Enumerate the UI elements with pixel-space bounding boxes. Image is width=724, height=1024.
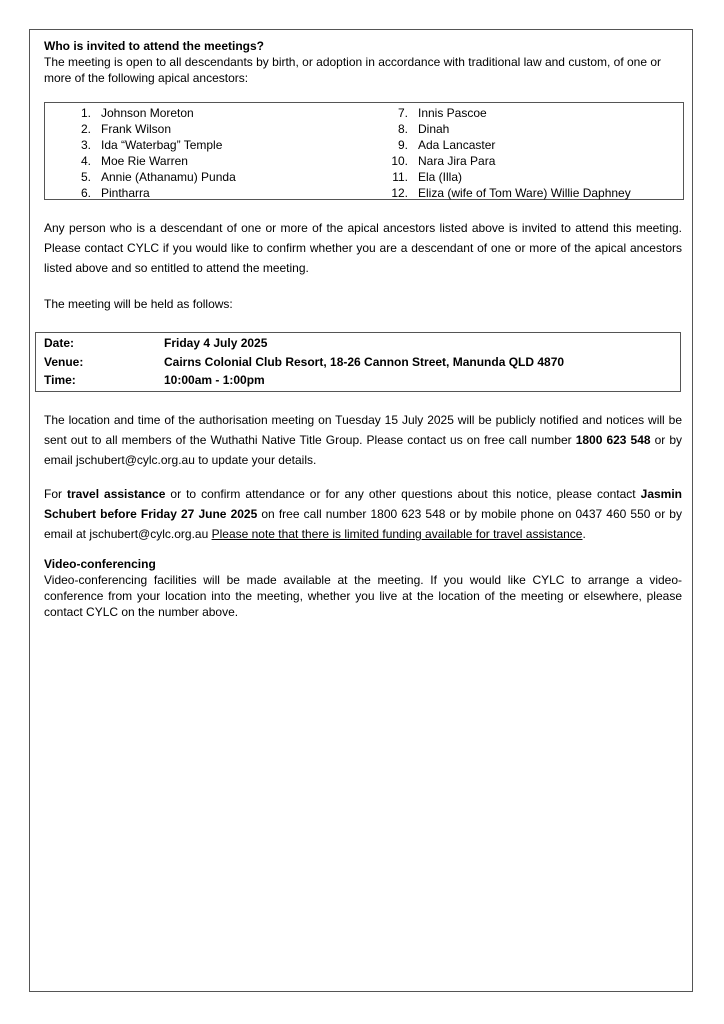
venue-value: Cairns Colonial Club Resort, 18-26 Cannon Street, Manunda QLD 4870 [164,355,565,369]
time-value: 10:00am - 1:00pm [164,373,265,387]
video-heading: Video-conferencing [44,557,156,571]
meeting-venue-row [44,353,564,371]
list-item: 11. Ela (Illa) [392,170,463,184]
time-label: Time: [44,373,76,387]
invite-text: The meeting is open to all descendants by birth, or adoption in accordance with traditional law and custom, of one or more of the following apical ancestors: [44,55,662,85]
invite-heading: Who is invited to attend the meetings? [44,39,265,53]
ancestors-column-right [382,105,631,201]
list-item: 3. Ida “Waterbag” Temple [80,138,223,152]
list-item: 4. Moe Rie Warren [80,154,188,168]
list-item: 12. Eliza (wife of Tom Ware) Willie Daphney [391,186,631,200]
list-item: 9. Ada Lancaster [397,138,496,152]
meeting-date-row [44,334,267,352]
date-label: Date: [44,336,75,350]
list-item: 2. Frank Wilson [80,122,172,136]
list-item: 5. Annie (Athanamu) Punda [80,170,236,184]
meeting-details-table [35,332,681,392]
meeting-time-row [44,371,265,389]
venue-label: Venue: [44,355,84,369]
video-paragraph: Video-conferencing facilities will be made available at the meeting. If you would like CYLC to arrange a video-conference from your location into the meeting, whether you live at the location of the meeting or elsewhere, please contact CYLC on the number above. [44,573,682,619]
travel-paragraph: For travel assistance or to confirm attendance or for any other questions about this notice, please contact Jasmin Schubert before Friday 27 June 2025 on free call number 1800 623 548 or by mobile phone on 0437 460 550 or by email at jschubert@cylc.org.au Please note that there is limited funding available for travel assistance. [44,487,682,541]
list-item: 6. Pintharra [80,186,150,200]
list-item: 1. Johnson Moreton [80,106,194,120]
meeting-intro: The meeting will be held as follows: [44,297,233,311]
date-value: Friday 4 July 2025 [164,336,268,350]
funding-note: Please note that there is limited funding available for travel assistance [211,527,583,541]
ancestors-column-left [65,105,236,201]
descendant-paragraph: Any person who is a descendant of one or more of the apical ancestors listed above is invited to attend this meeting. Please contact CYLC if you would like to confirm whether you are a descendant of one or more of the apical ancestors listed above and so entitled to attend the meeting. [44,221,682,275]
list-item: 8. Dinah [397,122,450,136]
authorisation-paragraph: The location and time of the authorisation meeting on Tuesday 15 July 2025 will be publicly notified and notices will be sent out to all members of the Wuthathi Native Title Group. Please contact us on free call number 1800 623 548 or by email jschubert@cylc.org.au to update your details. [44,413,683,467]
ancestors-table [44,102,684,200]
list-item: 10. Nara Jira Para [391,154,496,168]
free-call-number: 1800 623 548 [575,433,651,447]
list-item: 7. Innis Pascoe [397,106,487,120]
